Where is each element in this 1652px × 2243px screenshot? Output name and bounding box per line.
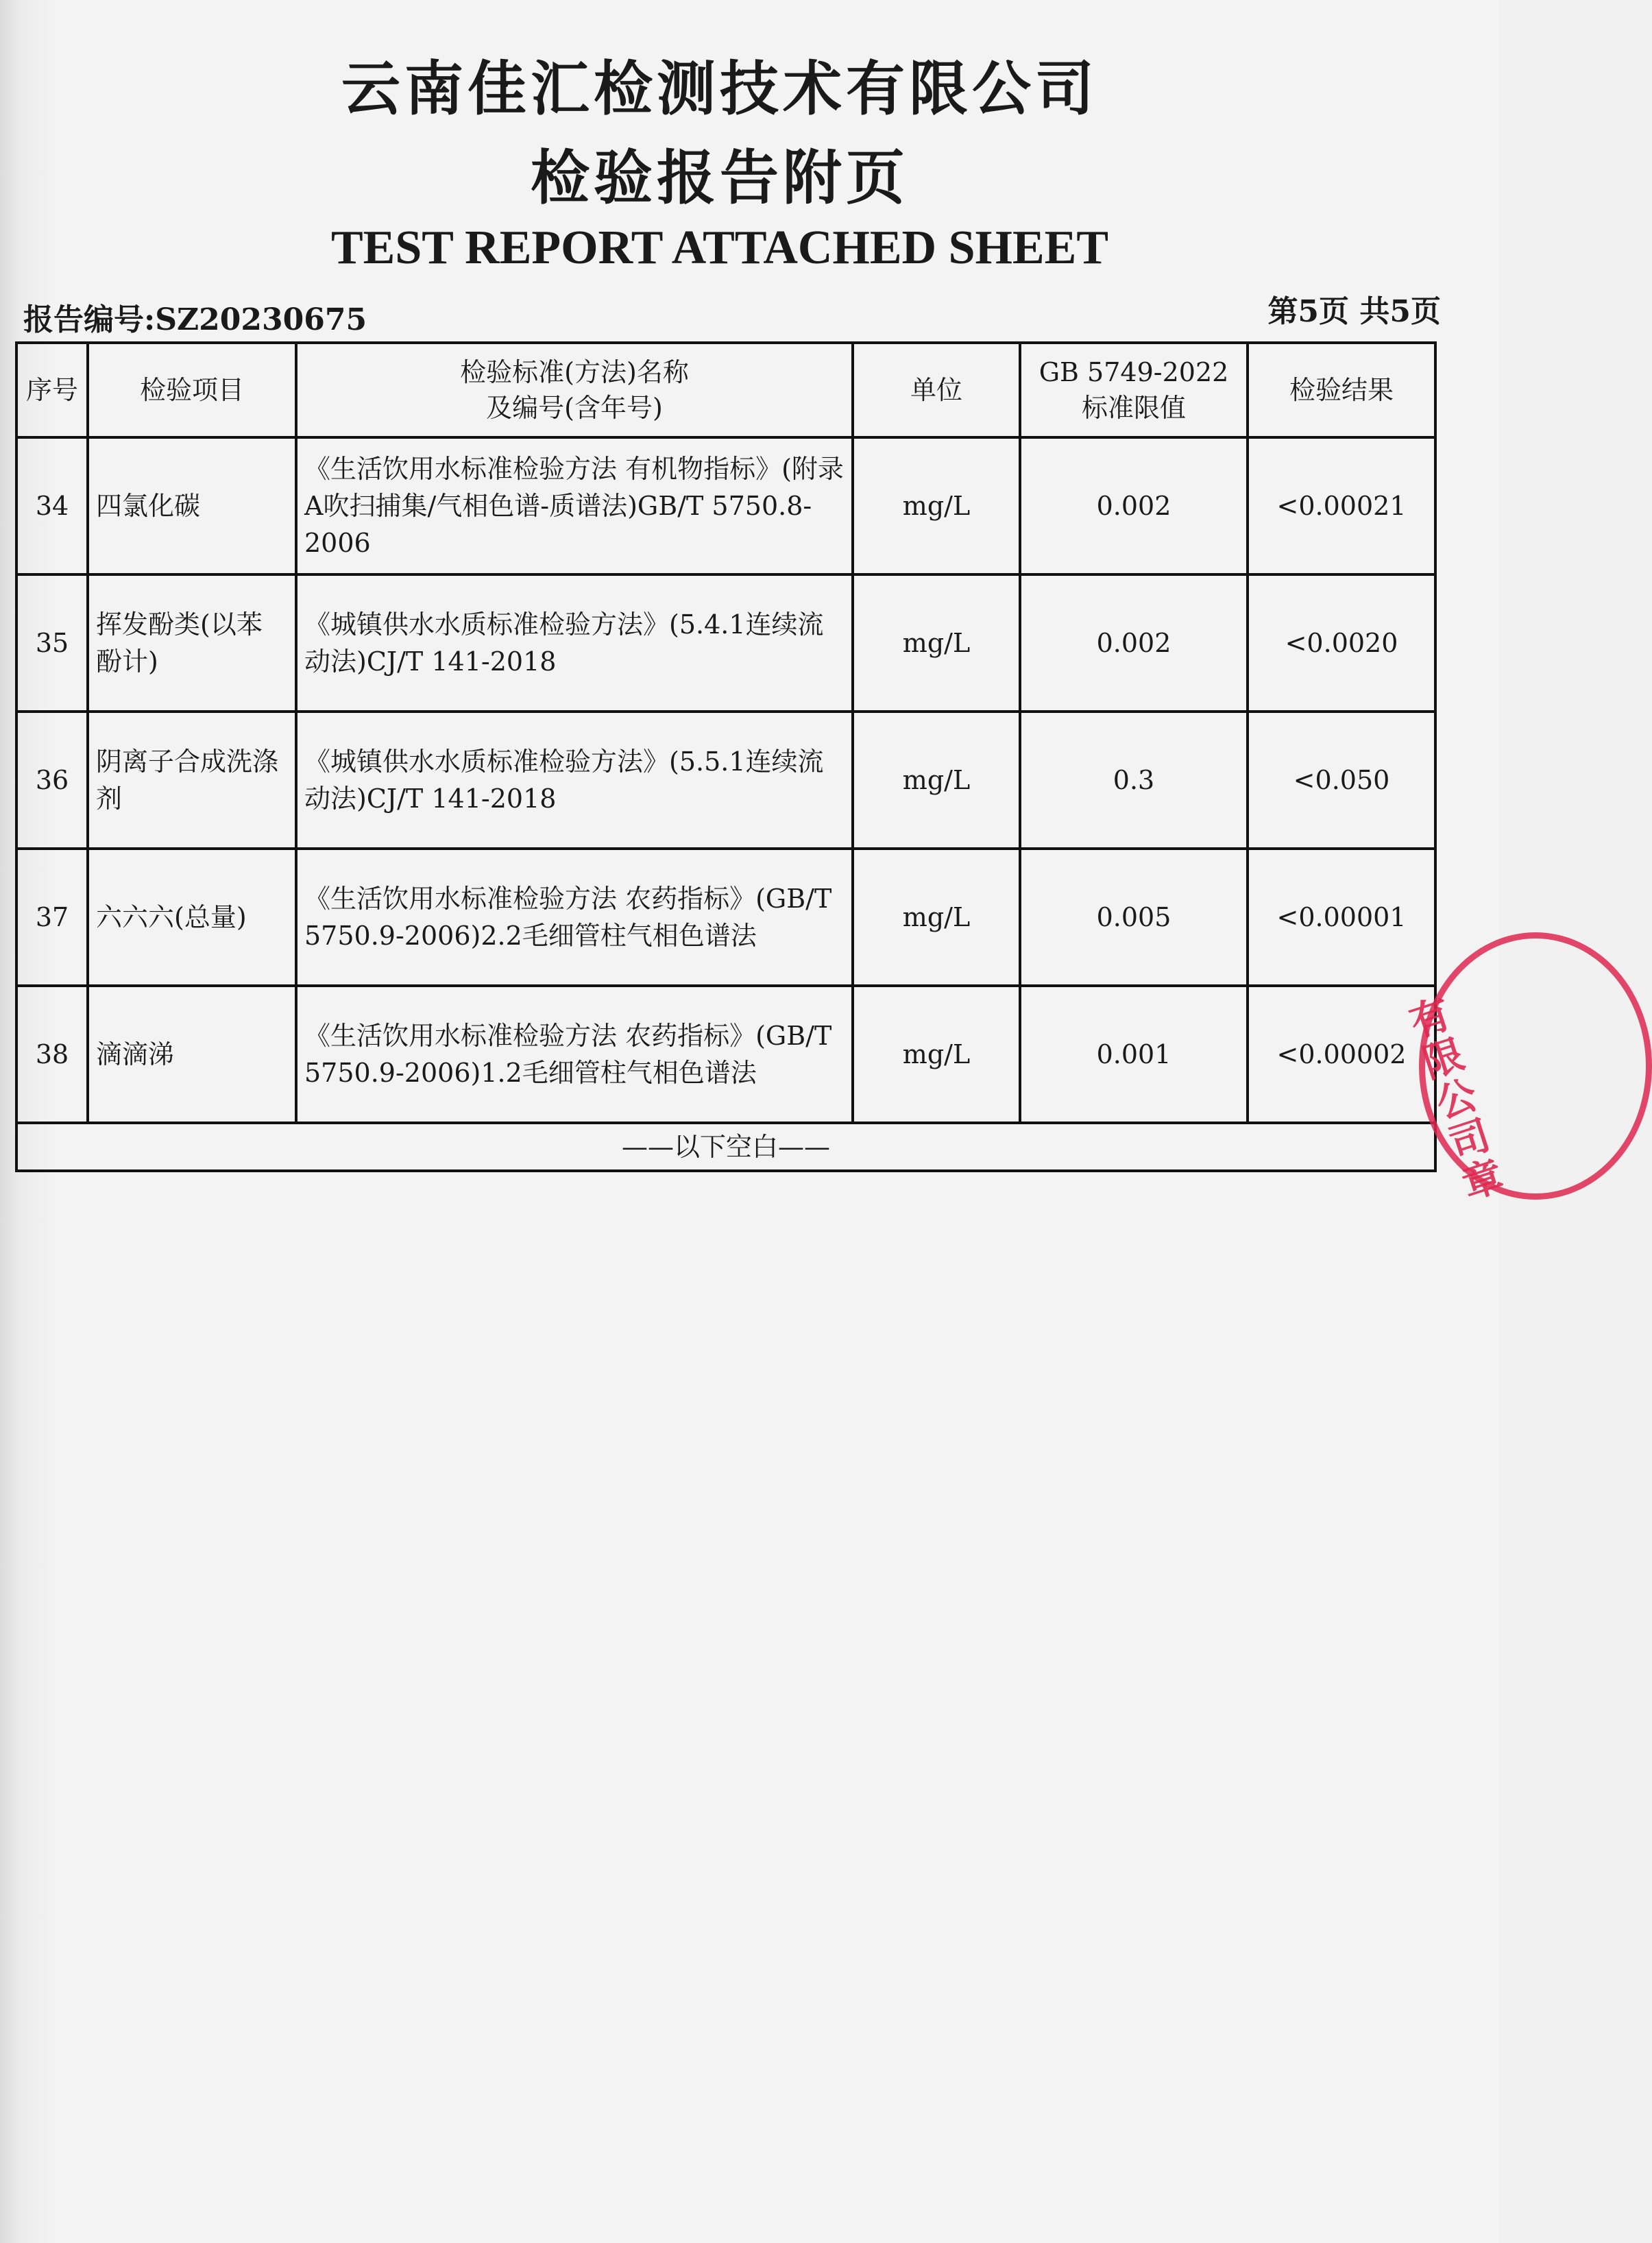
header-limit (1020, 343, 1248, 437)
table-row (16, 437, 1435, 574)
end-of-table-note: ——以下空白—— (16, 1123, 1435, 1171)
cell-result: <0.00001 (1248, 849, 1435, 986)
cell-method: 《城镇供水水质标准检验方法》(5.4.1连续流动法)CJ/T 141-2018 (296, 574, 853, 712)
cell-method: 《生活饮用水标准检验方法 农药指标》(GB/T 5750.9-2006)2.2毛细管柱气相色谱法 (296, 849, 853, 986)
cell-method: 《生活饮用水标准检验方法 农药指标》(GB/T 5750.9-2006)1.2毛细管柱气相色谱法 (296, 986, 853, 1123)
report-title-en: TEST REPORT ATTACHED SHEET (330, 221, 1109, 274)
cell-unit: mg/L (853, 574, 1020, 712)
header-result: 检验结果 (1248, 343, 1435, 437)
end-row (16, 1123, 1435, 1171)
cell-item: 阴离子合成洗涤剂 (88, 712, 296, 849)
header-method (296, 343, 853, 437)
report-title-cn: 检验报告附页 (531, 143, 909, 213)
table-row (16, 574, 1435, 712)
cell-seq: 37 (16, 849, 88, 986)
table-row (16, 849, 1435, 986)
header-limit-line1: GB 5749-2022 (1038, 357, 1229, 387)
cell-seq: 34 (16, 437, 88, 574)
cell-method: 《生活饮用水标准检验方法 有机物指标》(附录A吹扫捕集/气相色谱-质谱法)GB/T 5750.8-2006 (296, 437, 853, 574)
company-name: 云南佳汇检测技术有限公司 (341, 54, 1098, 123)
report-number: 报告编号:SZ20230675 (23, 302, 367, 337)
cell-limit: 0.002 (1020, 437, 1248, 574)
table-header-row (16, 343, 1435, 437)
header-unit: 单位 (853, 343, 1020, 437)
table-row (16, 712, 1435, 849)
header-item: 检验项目 (88, 343, 296, 437)
page-indicator: 第5页 共5页 (1267, 294, 1441, 329)
seal-text-partial: 章 (1450, 1153, 1509, 1209)
cell-item: 六六六(总量) (88, 849, 296, 986)
cell-seq: 36 (16, 712, 88, 849)
cell-method: 《城镇供水水质标准检验方法》(5.5.1连续流动法)CJ/T 141-2018 (296, 712, 853, 849)
header-seq: 序号 (16, 343, 88, 437)
results-table (15, 341, 1437, 1172)
cell-item: 四氯化碳 (88, 437, 296, 574)
cell-limit: 0.3 (1020, 712, 1248, 849)
cell-result: <0.00002 (1248, 986, 1435, 1123)
table-row (16, 986, 1435, 1123)
header-method-line2: 及编号(含年号) (486, 393, 663, 423)
cell-limit: 0.001 (1020, 986, 1248, 1123)
cell-item: 滴滴涕 (88, 986, 296, 1123)
cell-item: 挥发酚类(以苯酚计) (88, 574, 296, 712)
header-method-line1: 检验标准(方法)名称 (460, 357, 689, 387)
cell-unit: mg/L (853, 437, 1020, 574)
seal-text-main: 有限公司 (1398, 992, 1496, 1168)
cell-limit: 0.002 (1020, 574, 1248, 712)
cell-unit: mg/L (853, 712, 1020, 849)
cell-result: <0.00021 (1248, 437, 1435, 574)
cell-limit: 0.005 (1020, 849, 1248, 986)
cell-seq: 38 (16, 986, 88, 1123)
header-limit-line2: 标准限值 (1081, 393, 1186, 423)
cell-unit: mg/L (853, 986, 1020, 1123)
cell-result: <0.050 (1248, 712, 1435, 849)
cell-unit: mg/L (853, 849, 1020, 986)
cell-seq: 35 (16, 574, 88, 712)
cell-result: <0.0020 (1248, 574, 1435, 712)
